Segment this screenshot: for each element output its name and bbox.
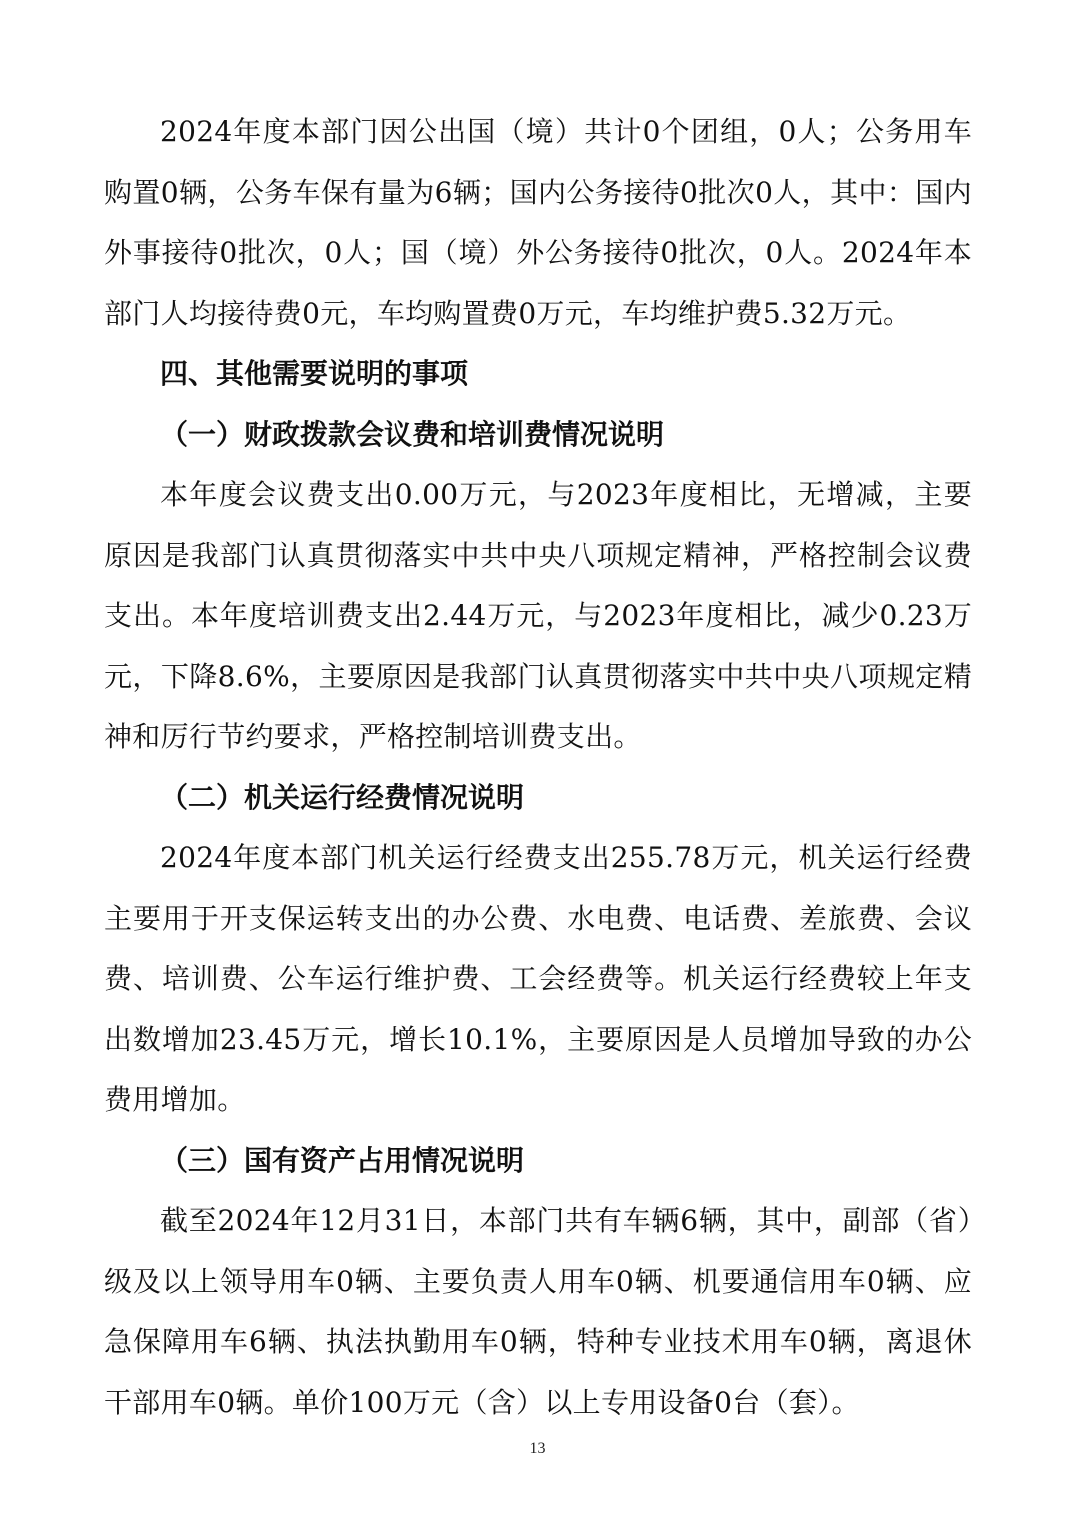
paragraph-official-travel-and-reception: 2024年度本部门因公出国（境）共计0个团组，0人；公务用车购置0辆，公务车保有量为6辆；国内公务接待0批次0人，其中：国内外事接待0批次，0人；国（境）外公务接待0批次，0人。2024年本部门人均接待费0元，车均购置费0万元，车均维护费5.32万元。 <box>104 115 972 330</box>
subsection-heading-operating-expenses: （二）机关运行经费情况说明 <box>160 780 525 814</box>
subsection-heading-state-assets: （三）国有资产占用情况说明 <box>160 1143 525 1177</box>
section-heading-other-matters: 四、其他需要说明的事项 <box>160 357 469 390</box>
page-number: 13 <box>529 1440 546 1457</box>
subsection-heading-meeting-training-fees: （一）财政拨款会议费和培训费情况说明 <box>160 417 665 451</box>
paragraph-operating-expenses: 2024年度本部门机关运行经费支出255.78万元，机关运行经费主要用于开支保运转支出的办公费、水电费、电话费、差旅费、会议费、培训费、公车运行维护费、工会经费等。机关运行经费较上年支出数增加23.45万元，增长10.1%，主要原因是人员增加导致的办公费用增加。 <box>104 841 972 1116</box>
paragraph-state-assets: 截至2024年12月31日，本部门共有车辆6辆，其中，副部（省）级及以上领导用车0辆、主要负责人用车0辆、机要通信用车0辆、应急保障用车6辆、执法执勤用车0辆，特种专业技术用车0辆，离退休干部用车0辆。单价100万元（含）以上专用设备0台（套）。 <box>104 1204 972 1419</box>
paragraph-meeting-training-fees: 本年度会议费支出0.00万元，与2023年度相比，无增减，主要原因是我部门认真贯彻落实中共中央八项规定精神，严格控制会议费支出。本年度培训费支出2.44万元，与2023年度相比，减少0.23万元，下降8.6%，主要原因是我部门认真贯彻落实中共中央八项规定精神和厉行节约要求，严格控制培训费支出。 <box>104 478 972 753</box>
page-body <box>104 102 972 1433</box>
